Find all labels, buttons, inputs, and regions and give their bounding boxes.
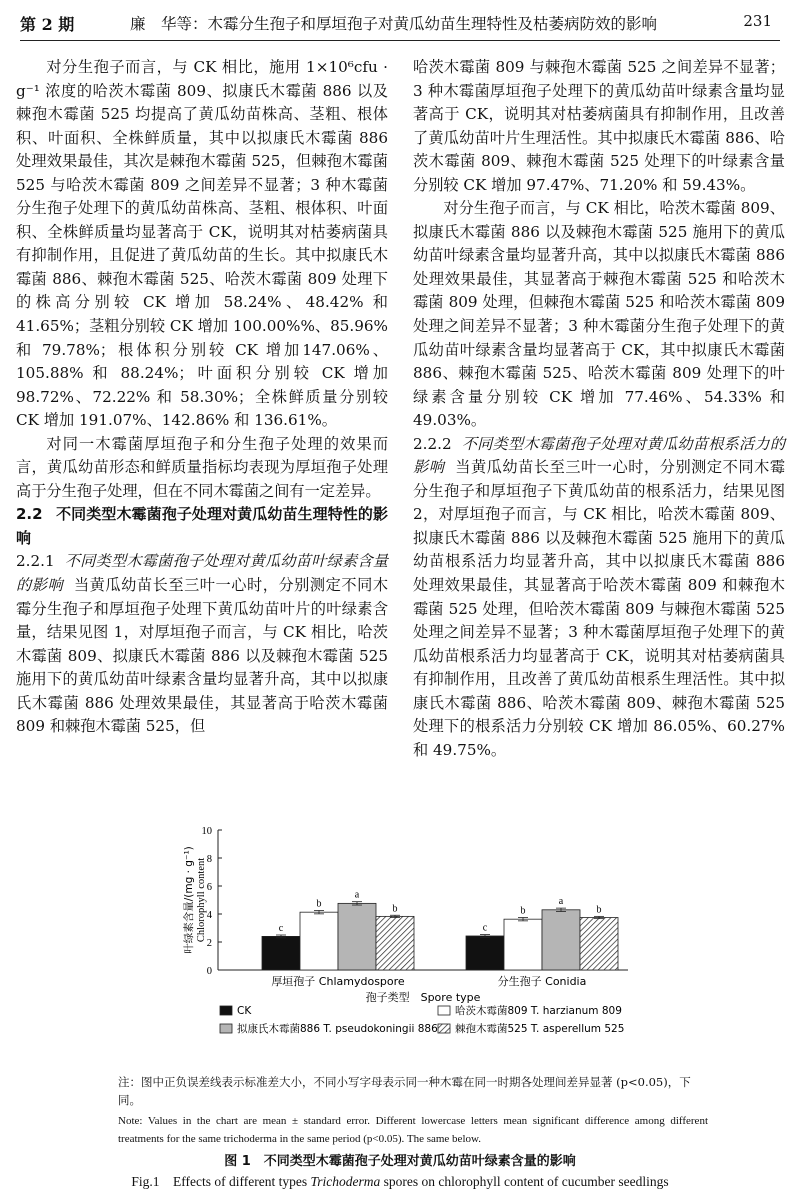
x-axis-label: 孢子类型 Spore type bbox=[365, 991, 481, 1004]
paragraph-text: 当黄瓜幼苗长至三叶一心时，分别测定不同木霉分生孢子和厚垣孢子处理下黄瓜幼苗叶片的叶绿素含量，结果见图 1，对厚垣孢子而言，与 CK 相比，哈茨木霉菌 809、拟康氏木霉菌 886 以及棘孢木霉菌 525 施用下的黄瓜幼苗叶绿素含量均显著升高，其中以拟康氏木霉菌 886 处理效果最佳，其显著高于哈茨木霉菌 809 和棘孢木霉菌 525，但 bbox=[16, 576, 389, 736]
legend-swatch bbox=[220, 1006, 232, 1015]
running-title: 廉 华等：木霉分生孢子和厚垣孢子对黄瓜幼苗生理特性及枯萎病防效的影响 bbox=[130, 15, 658, 33]
legend-label: CK bbox=[237, 1005, 252, 1017]
figure-title-cn: 图 1 不同类型木霉菌孢子处理对黄瓜幼苗叶绿素含量的影响 bbox=[224, 1154, 576, 1169]
subsection-number: 2.2.1 bbox=[16, 552, 55, 571]
subsection-number: 2.2.2 bbox=[413, 434, 452, 453]
significance-letter: b bbox=[316, 898, 322, 910]
x-category-label: 厚垣孢子 Chlamydospore bbox=[271, 975, 405, 988]
bar bbox=[542, 910, 580, 970]
y-tick-label: 6 bbox=[206, 882, 212, 893]
chlorophyll-bar-chart bbox=[150, 818, 650, 1068]
header-rule bbox=[20, 40, 780, 41]
figure-title-en-prefix: Fig.1 Effects of different types bbox=[131, 1174, 311, 1189]
y-tick-label: 0 bbox=[206, 966, 212, 977]
figure-note-en: Note: Values in the chart are mean ± standard error. Different lowercase letters mean significant difference among different treatments for the same trichoderma in the same period (p<0.05). The same below. bbox=[118, 1115, 708, 1145]
y-tick-label: 8 bbox=[206, 854, 212, 865]
bar bbox=[580, 918, 618, 971]
paragraph: 对同一木霉菌厚垣孢子和分生孢子处理的效果而言，黄瓜幼苗形态和鲜质量指标均表现为厚垣孢子处理高于分生孢子处理，但在不同木霉菌之间有一定差异。 bbox=[16, 434, 388, 500]
section-title: 不同类型木霉菌孢子处理对黄瓜幼苗生理特性的影响 bbox=[16, 505, 388, 547]
paragraph: 对分生孢子而言，与 CK 相比，哈茨木霉菌 809、拟康氏木霉菌 886 以及棘孢木霉菌 525 施用下的黄瓜幼苗叶绿素含量均显著升高，其中以拟康氏木霉菌 886 处理效果最佳，其显著高于棘孢木霉菌 525 和哈茨木霉菌 809 处理，但棘孢木霉菌 525 和哈茨木霉菌 809 处理之间差异不显著；3 种木霉菌分生孢子处理下的黄瓜幼苗叶绿素含量均显著高于 CK，其中拟康氏木霉菌 886、棘孢木霉菌 525、哈茨木霉菌 809 处理下的叶绿素含量分别较 CK 增加 77.46%、54.33% 和 49.03%。 bbox=[413, 199, 785, 430]
subsection-title: 不同类型木霉菌孢子处理对黄瓜幼苗叶绿素含量的影响 bbox=[16, 552, 389, 595]
legend-swatch bbox=[438, 1006, 450, 1015]
legend-label: 棘孢木霉菌525 T. asperellum 525 bbox=[455, 1023, 625, 1035]
left-column bbox=[16, 56, 388, 739]
x-category-label: 分生孢子 Conidia bbox=[497, 975, 587, 988]
y-axis-label-cn: 叶绿素含量/(mg · g⁻¹) bbox=[183, 846, 195, 954]
significance-letter: b bbox=[596, 904, 602, 916]
bar bbox=[376, 916, 414, 970]
significance-letter: c bbox=[278, 923, 284, 934]
significance-letter: a bbox=[558, 896, 564, 908]
significance-letter: b bbox=[392, 903, 398, 915]
bar bbox=[262, 936, 300, 970]
figure-title-en-suffix: spores on chlorophyll content of cucumber seedlings bbox=[380, 1174, 669, 1189]
legend-swatch bbox=[220, 1024, 232, 1033]
paragraph: 对分生孢子而言，与 CK 相比，施用 1×10⁶cfu · g⁻¹ 浓度的哈茨木霉菌 809、拟康氏木霉菌 886 以及棘孢木霉菌 525 均提高了黄瓜幼苗株高、茎粗、根体积、叶面积、全株鲜质量，其中以拟康氏木霉菌 886 处理效果最佳，其次是棘孢木霉菌 525，但棘孢木霉菌 525 与哈茨木霉菌 809 之间差异不显著；3 种木霉菌分生孢子处理下的黄瓜幼苗株高、茎粗、根体积、叶面积、全株鲜质量均显著高于 CK，说明其对枯萎病菌具有抑制作用，且促进了黄瓜幼苗的生长。其中拟康氏木霉菌 886、棘孢木霉菌 525、哈茨木霉菌 809 处理下的株高分别较 CK 增加 58.24%、48.42% 和 41.65%；茎粗分别较 CK 增加 100.00%%、85.96% 和 79.78%；根体积分别较 CK 增加147.06%、105.88% 和 88.24%；叶面积分别较 CK 增加98.72%、72.22% 和 58.30%；全株鲜质量分别较 CK 增加 191.07%、142.86% 和 136.61%。 bbox=[16, 58, 388, 430]
bar bbox=[300, 912, 338, 970]
y-tick-label: 2 bbox=[206, 938, 212, 949]
subsection-title: 不同类型木霉菌孢子处理对黄瓜幼苗根系活力的影响 bbox=[413, 434, 786, 477]
right-column bbox=[413, 56, 785, 762]
figure-1 bbox=[150, 818, 650, 1068]
figure-title-en-genus: Trichoderma bbox=[310, 1174, 381, 1189]
bar bbox=[504, 919, 542, 970]
figure-title-en bbox=[0, 1170, 800, 1190]
section-number: 2.2 bbox=[16, 505, 43, 524]
subsection-paragraph bbox=[413, 433, 785, 763]
significance-letter: a bbox=[354, 889, 360, 901]
issue-number: 第 2 期 bbox=[20, 15, 75, 34]
figure-note-cn: 注：图中正负误差线表示标准差大小，不同小写字母表示同一种木霉在同一时期各处理间差异显著 (p<0.05)，下同。 bbox=[118, 1075, 691, 1107]
legend-label: 哈茨木霉菌809 T. harzianum 809 bbox=[455, 1005, 622, 1017]
running-header bbox=[20, 10, 780, 40]
y-axis-label-en: Chlorophyll content bbox=[196, 857, 207, 943]
significance-letter: b bbox=[520, 905, 526, 917]
legend-label: 拟康氏木霉菌886 T. pseudokoningii 886 bbox=[237, 1023, 438, 1035]
subsection-paragraph bbox=[16, 550, 388, 738]
paragraph: 哈茨木霉菌 809 与棘孢木霉菌 525 之间差异不显著；3 种木霉菌厚垣孢子处理下的黄瓜幼苗叶绿素含量均显著高于 CK，说明其对枯萎病菌具有抑制作用，且改善了黄瓜幼苗叶片生理活性。其中拟康氏木霉菌 886、哈茨木霉菌 809、棘孢木霉菌 525 处理下的叶绿素含量分别较 CK 增加 97.47%、71.20% 和 59.43%。 bbox=[413, 58, 785, 194]
paragraph-text: 当黄瓜幼苗长至三叶一心时，分别测定不同木霉分生孢子和厚垣孢子下黄瓜幼苗的根系活力，结果见图 2，对厚垣孢子而言，与 CK 相比，哈茨木霉菌 809、拟康氏木霉菌 886 以及棘孢木霉菌 525 施用下的黄瓜幼苗根系活力均显著升高，其中以拟康氏木霉菌 886 处理效果最佳，其显著高于哈茨木霉菌 809 和棘孢木霉菌 525 处理，但哈茨木霉菌 809 与棘孢木霉菌 525 处理之间差异不显著；3 种木霉菌厚垣孢子处理下的黄瓜幼苗根系活力均显著高于 CK，说明其对枯萎病菌具有抑制作用，且改善了黄瓜幼苗根系生理活性。其中拟康氏木霉菌 886、哈茨木霉菌 809、棘孢木霉菌 525 处理下的根系活力分别较 CK 增加 86.05%、60.27% 和 49.75%。 bbox=[413, 458, 786, 759]
bar bbox=[466, 936, 504, 970]
y-tick-label: 10 bbox=[201, 826, 212, 837]
bar bbox=[338, 903, 376, 970]
page-number: 231 bbox=[743, 12, 772, 30]
y-tick-label: 4 bbox=[206, 910, 212, 921]
section-heading bbox=[16, 503, 388, 550]
significance-letter: c bbox=[482, 922, 488, 934]
legend-swatch bbox=[438, 1024, 450, 1033]
